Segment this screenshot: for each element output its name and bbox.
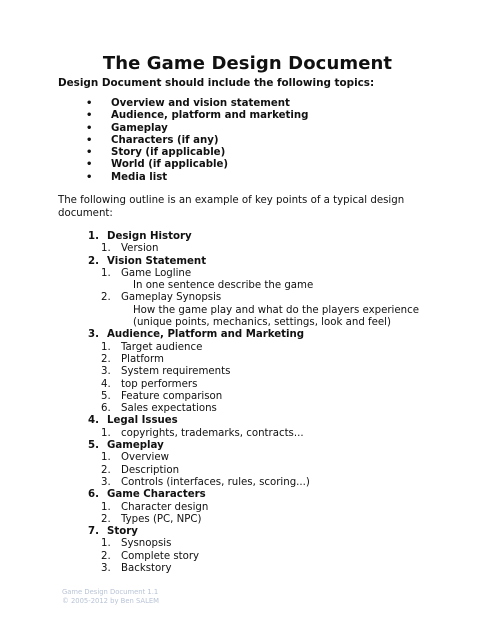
topics-heading: Design Document should include the following topics: <box>58 77 375 89</box>
item-number: 6. <box>101 403 111 415</box>
section-items <box>88 452 423 489</box>
item-number: 1. <box>101 243 111 255</box>
section-number: 7. <box>88 526 99 538</box>
bullet-icon: • <box>86 134 93 146</box>
item-label: Overview <box>121 452 169 464</box>
section-items <box>88 268 423 329</box>
item-label: Types (PC, NPC) <box>121 513 202 525</box>
item-number: 2. <box>101 292 111 304</box>
item-number: 2. <box>101 550 111 562</box>
item-label: Complete story <box>121 550 200 562</box>
footer-line-2: © 2005-2012 by Ben SALEM <box>62 597 160 605</box>
item-description: In one sentence describe the game <box>133 280 314 292</box>
outline-item <box>88 428 423 440</box>
outline-item <box>88 354 423 366</box>
section-title <box>88 489 423 501</box>
outline-item <box>88 243 423 255</box>
outline-section <box>88 415 423 440</box>
bullet-icon: • <box>86 159 93 171</box>
item-number: 1. <box>101 341 111 353</box>
outline-item <box>88 379 423 391</box>
item-label: copyrights, trademarks, contracts... <box>121 427 304 439</box>
outline-item <box>88 538 423 550</box>
topic-item <box>86 135 308 147</box>
section-items <box>88 428 423 440</box>
outline-section <box>88 231 423 256</box>
item-number: 3. <box>101 366 111 378</box>
outline-section <box>88 329 423 415</box>
item-number: 1. <box>101 452 111 464</box>
outline-item <box>88 292 423 329</box>
topic-label: Story (if applicable) <box>111 147 226 159</box>
topic-label: World (if applicable) <box>111 159 229 171</box>
outline-section <box>88 440 423 489</box>
topic-label: Gameplay <box>111 122 168 134</box>
section-title <box>88 231 423 243</box>
item-label: Feature comparison <box>121 390 223 402</box>
bullet-icon: • <box>86 171 93 183</box>
item-label: Sales expectations <box>121 403 217 415</box>
item-label: Gameplay Synopsis <box>121 292 222 304</box>
item-number: 2. <box>101 464 111 476</box>
topic-label: Characters (if any) <box>111 134 219 146</box>
outline-item <box>88 465 423 477</box>
topic-item <box>86 159 308 171</box>
outline-item <box>88 268 423 293</box>
item-label: Sysnopsis <box>121 538 172 550</box>
outline-section <box>88 256 423 330</box>
bullet-icon: • <box>86 98 93 109</box>
item-label: System requirements <box>121 366 231 378</box>
document-title: The Game Design Document <box>102 53 393 74</box>
section-number: 3. <box>88 329 99 341</box>
topics-list <box>86 98 308 184</box>
item-number: 1. <box>101 267 111 279</box>
outline-item <box>88 452 423 464</box>
topic-item <box>86 110 308 122</box>
section-label: Design History <box>107 231 192 242</box>
section-label: Story <box>107 526 138 538</box>
outline-section <box>88 526 423 575</box>
outline-item <box>88 366 423 378</box>
item-label: Target audience <box>121 341 203 353</box>
item-label: Game Logline <box>121 267 192 279</box>
section-label: Legal Issues <box>107 415 178 427</box>
item-number: 3. <box>101 476 111 488</box>
section-number: 2. <box>88 255 99 267</box>
outline-item <box>88 342 423 354</box>
item-number: 1. <box>101 501 111 513</box>
section-title <box>88 526 423 538</box>
design-outline <box>88 231 423 575</box>
item-number: 4. <box>101 378 111 390</box>
item-number: 1. <box>101 538 111 550</box>
item-label: Character design <box>121 501 209 513</box>
page-footer <box>62 588 159 606</box>
item-label: Backstory <box>121 563 172 575</box>
topic-item <box>86 98 308 110</box>
item-description: How the game play and what do the players experience (unique points, mechanics, settings, look and feel) <box>133 304 419 329</box>
section-label: Game Characters <box>107 489 206 501</box>
outline-item <box>88 502 423 514</box>
section-items <box>88 502 423 527</box>
topic-item <box>86 172 308 184</box>
bullet-icon: • <box>86 110 93 122</box>
outline-item <box>88 403 423 415</box>
topic-label: Audience, platform and marketing <box>111 110 309 122</box>
section-title <box>88 329 423 341</box>
section-label: Audience, Platform and Marketing <box>107 329 305 341</box>
item-number: 2. <box>101 513 111 525</box>
section-label: Vision Statement <box>107 255 207 267</box>
section-number: 6. <box>88 489 99 501</box>
topic-item <box>86 147 308 159</box>
section-number: 4. <box>88 415 99 427</box>
section-items <box>88 342 423 416</box>
bullet-icon: • <box>86 122 93 134</box>
bullet-icon: • <box>86 147 93 159</box>
topic-label: Overview and vision statement <box>111 98 290 109</box>
item-label: Description <box>121 464 180 476</box>
section-number: 5. <box>88 440 99 452</box>
item-label: Platform <box>121 353 164 365</box>
outline-item <box>88 391 423 403</box>
outline-item <box>88 514 423 526</box>
outline-item <box>88 477 423 489</box>
section-items <box>88 243 423 255</box>
section-items <box>88 538 423 575</box>
section-title <box>88 256 423 268</box>
section-title <box>88 440 423 452</box>
item-number: 2. <box>101 353 111 365</box>
item-label: Version <box>121 243 159 255</box>
item-number: 5. <box>101 390 111 402</box>
item-number: 3. <box>101 563 111 575</box>
intro-paragraph: The following outline is an example of key points of a typical design document: <box>58 195 405 219</box>
item-label: Controls (interfaces, rules, scoring...) <box>121 476 310 488</box>
footer-line-1: Game Design Document 1.1 <box>62 588 159 596</box>
section-label: Gameplay <box>107 440 164 452</box>
item-number: 1. <box>101 427 111 439</box>
section-number: 1. <box>88 231 99 242</box>
topic-item <box>86 123 308 135</box>
outline-item <box>88 551 423 563</box>
outline-section <box>88 489 423 526</box>
outline-item <box>88 563 423 575</box>
topic-label: Media list <box>111 171 168 183</box>
item-label: top performers <box>121 378 198 390</box>
section-title <box>88 415 423 427</box>
